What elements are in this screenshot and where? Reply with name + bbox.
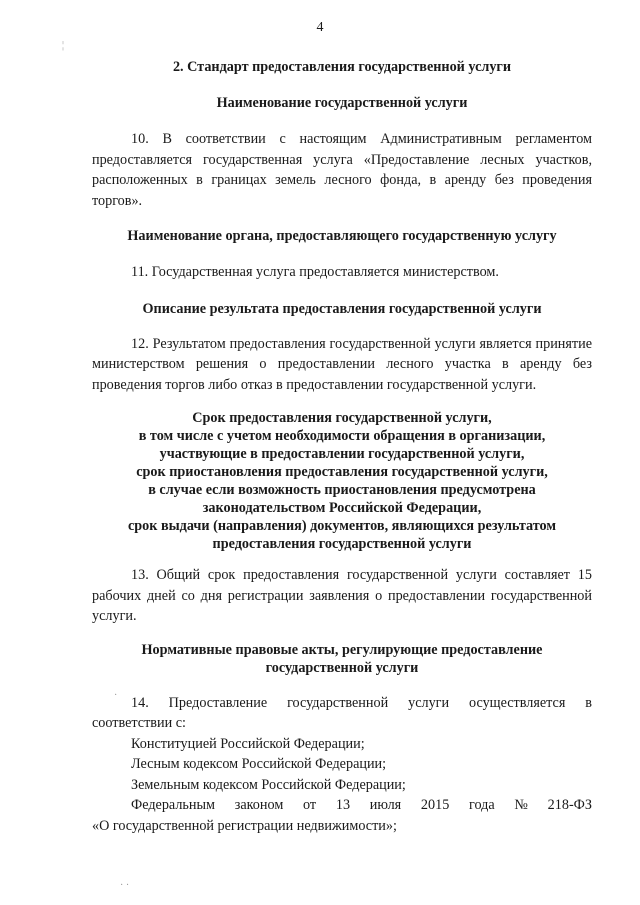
legal-act-item: Конституцией Российской Федерации; [131, 735, 365, 752]
subheading-term-line: участвующие в предоставлении государственной услуги, [159, 446, 525, 462]
federal-law-word: 2015 [420, 797, 450, 813]
paragraph-10: 10. В соответствии с настоящим Административным регламентом предоставляется государственная услуга «Предоставление лесных участков, расположенных в границах земель лесного фонда, в аренду без проведения торгов». [92, 131, 592, 209]
scan-artifact: · [114, 690, 118, 701]
scan-artifact: · · [120, 880, 130, 891]
subheading-term-line: в случае если возможность приостановления предусмотрена [148, 482, 536, 498]
federal-law-word: от [303, 797, 317, 813]
paragraph-13: 13. Общий срок предоставления государственной услуги составляет 15 рабочих дней со дня регистрации заявления о предоставлении государственной услуги. [92, 567, 592, 624]
subheading-term-line: срок приостановления предоставления государственной услуги, [136, 464, 548, 480]
subheading-term-line: срок выдачи (направления) документов, являющихся результатом [127, 518, 557, 534]
federal-law-word: 218-ФЗ [547, 797, 592, 813]
subheading-term [92, 409, 592, 553]
subheading-service-name: Наименование государственной услуги [216, 95, 468, 111]
subheading-authority: Наименование органа, предоставляющего государственную услугу [127, 228, 557, 244]
document-body [92, 58, 592, 836]
subheading-legal-acts-line: государственной услуги [265, 659, 419, 676]
paragraph-14: 14. Предоставление государственной услуги осуществляется в соответствии с: [92, 694, 592, 731]
federal-law-line-1 [92, 795, 592, 816]
federal-law-word: июля [369, 797, 402, 813]
legal-act-item: Лесным кодексом Российской Федерации; [131, 756, 387, 772]
subheading-legal-acts [92, 641, 592, 677]
page-number: 4 [316, 20, 324, 35]
subheading-term-line: предоставления государственной услуги [212, 536, 472, 552]
legal-act-federal-law [92, 795, 592, 836]
federal-law-word: Федеральным [131, 797, 216, 813]
subheading-result: Описание результата предоставления государственной услуги [142, 300, 542, 317]
subheading-legal-acts-line: Нормативные правовые акты, регулирующие предоставление [141, 641, 543, 658]
federal-law-line-2: «О государственной регистрации недвижимости»; [92, 817, 397, 834]
federal-law-word: года [469, 797, 495, 813]
federal-law-word: 13 [335, 797, 351, 813]
section-title: 2. Стандарт предоставления государственной услуги [172, 59, 512, 75]
legal-act-item: Земельным кодексом Российской Федерации; [131, 776, 406, 793]
paragraph-12: 12. Результатом предоставления государственной услуги является принятие министерством решения о предоставлении лесного участка в аренду без проведения торгов либо отказ в предоставлении государственной услуги. [92, 335, 592, 393]
federal-law-word: № [514, 797, 528, 813]
subheading-term-line: Срок предоставления государственной услуги, [192, 410, 492, 426]
federal-law-word: законом [234, 797, 284, 813]
scan-artifact: ¦ [62, 40, 65, 51]
subheading-term-line: в том числе с учетом необходимости обращения в организации, [138, 428, 546, 444]
subheading-term-line: законодательством Российской Федерации, [202, 500, 482, 516]
paragraph-11: 11. Государственная услуга предоставляется министерством. [131, 264, 499, 280]
